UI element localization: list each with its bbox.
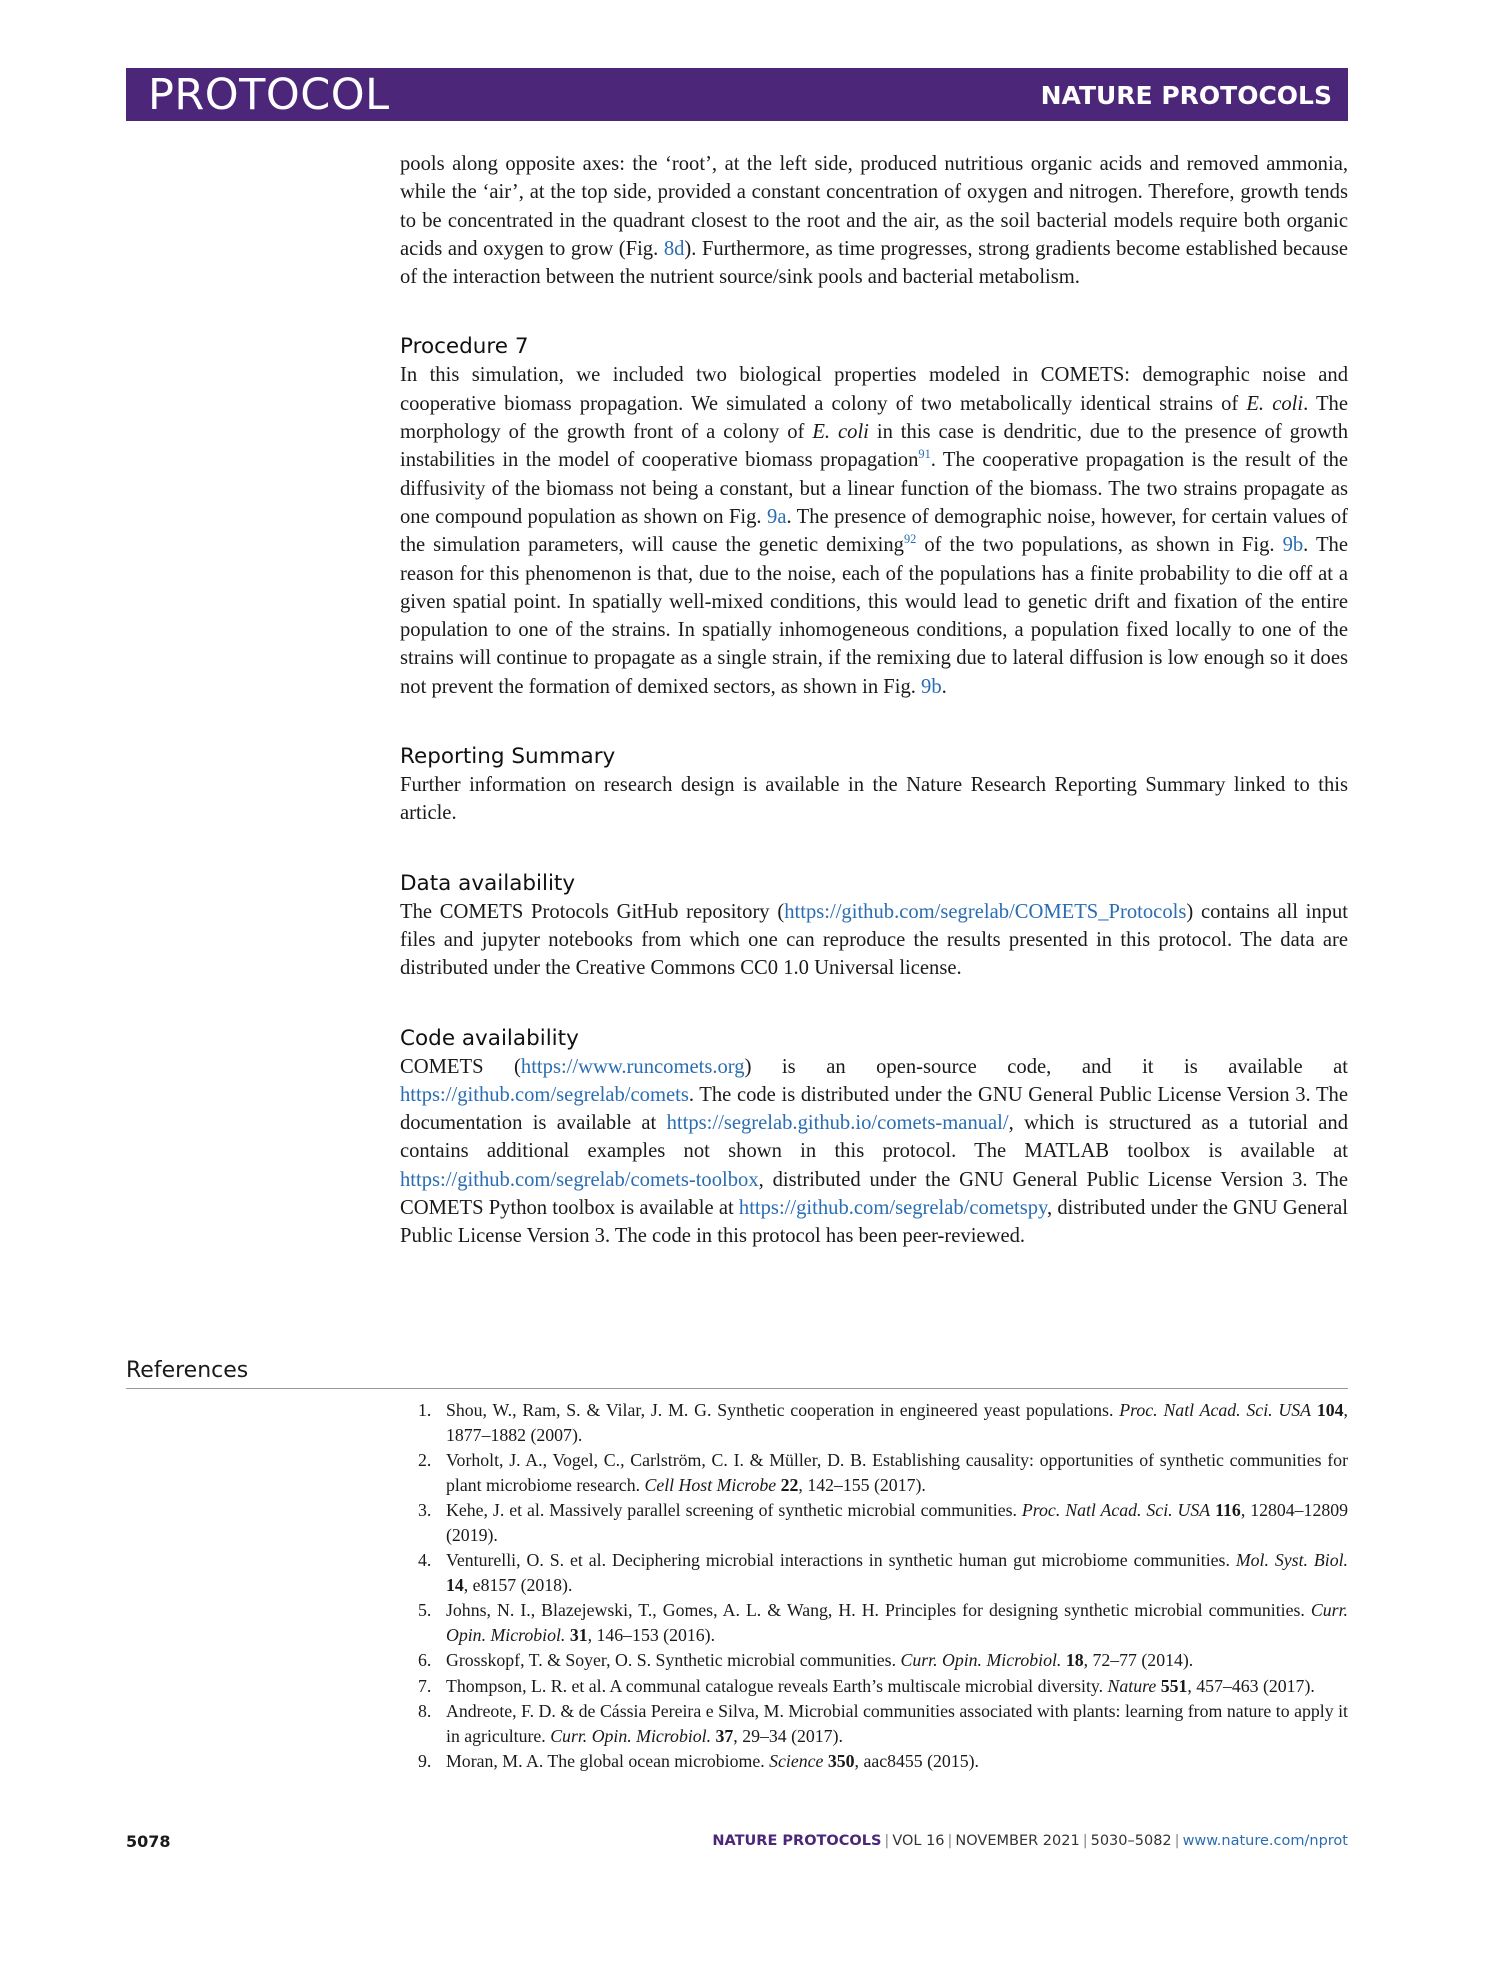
intro-paragraph: pools along opposite axes: the ‘root’, at the left side, produced nutritious organic acids and removed ammonia, while the ‘air’, at the top side, provided a constant concentration of oxygen and nitrogen. Therefore, growth tends to be concentrated in the quadrant closest to the root and the air, as the soil bacterial models require both organic acids and oxygen to grow (Fig. 8d). Furthermore, as time progresses, strong gradients become established because of the interaction between the nutrient source/sink pools and bacterial metabolism.: [400, 153, 1348, 289]
footer-citation: NATURE PROTOCOLS | VOL 16 | NOVEMBER 2021 | 5030–5082 | www.nature.com/nprot: [712, 1833, 1348, 1849]
journal-name: NATURE PROTOCOLS: [1040, 81, 1332, 110]
fig-8d-link[interactable]: 8d: [663, 237, 685, 260]
ref-91-link[interactable]: 91: [918, 447, 931, 462]
reference-item: 7. Thompson, L. R. et al. A communal catalogue reveals Earth’s multiscale microbial diversity. Nature 551, 457–463 (2017).: [418, 1675, 1315, 1696]
reference-item: 2. Vorholt, J. A., Vogel, C., Carlström, C. I. & Müller, D. B. Establishing causality: opportunities of synthetic communities for plant microbiome research. Cell Host Microbe 22, 142–155 (2017).: [418, 1450, 1348, 1495]
fig-9b-link[interactable]: 9b: [1282, 534, 1304, 557]
cometspy-link[interactable]: https://github.com/segrelab/cometspy: [738, 1197, 1047, 1220]
data-availability-paragraph: The COMETS Protocols GitHub repository (https://github.com/segrelab/COMETS_Protocols) contains all input files and jupyter notebooks from which one can reproduce the results presented in this protocol. The data are distributed under the Creative Commons CC0 1.0 Universal license.: [400, 900, 1348, 980]
footer-date: NOVEMBER 2021: [955, 1833, 1080, 1849]
section-label: PROTOCOL: [148, 70, 390, 120]
comets-manual-link[interactable]: https://segrelab.github.io/comets-manual/: [666, 1112, 1009, 1135]
comets-github-link[interactable]: https://github.com/segrelab/comets: [400, 1083, 689, 1106]
fig-9a-link[interactable]: 9a: [767, 505, 787, 528]
comets-toolbox-link[interactable]: https://github.com/segrelab/comets-toolbox: [400, 1168, 759, 1191]
reference-item: 6. Grosskopf, T. & Soyer, O. S. Synthetic microbial communities. Curr. Opin. Microbiol. 18, 72–77 (2014).: [418, 1650, 1194, 1670]
footer-volume: VOL 16: [892, 1833, 945, 1849]
references-heading: References: [126, 1356, 1348, 1389]
comets-protocols-link[interactable]: https://github.com/segrelab/COMETS_Protocols: [784, 900, 1187, 923]
ref-92-link[interactable]: 92: [903, 532, 917, 547]
code-availability-heading: Code availability: [400, 1025, 579, 1051]
procedure-7-heading: Procedure 7: [400, 334, 529, 360]
footer-url-link[interactable]: www.nature.com/nprot: [1182, 1833, 1348, 1849]
data-availability-heading: Data availability: [400, 870, 576, 896]
reference-item: 5. Johns, N. I., Blazejewski, T., Gomes, A. L. & Wang, H. H. Principles for designing synthetic microbial communities. Curr. Opin. Microbiol. 31, 146–153 (2016).: [418, 1600, 1348, 1645]
main-text: [400, 150, 1348, 1251]
reference-item: 9. Moran, M. A. The global ocean microbiome. Science 350, aac8455 (2015).: [418, 1751, 979, 1771]
reference-list: [400, 1398, 1348, 1775]
reference-item: 3. Kehe, J. et al. Massively parallel screening of synthetic microbial communities. Proc. Natl Acad. Sci. USA 116, 12804–12809 (2019).: [418, 1500, 1349, 1545]
reference-item: 4. Venturelli, O. S. et al. Deciphering microbial interactions in synthetic human gut microbiome communities. Mol. Syst. Biol. 14, e8157 (2018).: [418, 1550, 1348, 1595]
code-availability-paragraph: COMETS (https://www.runcomets.org) is an open-source code, and it is available at https://github.com/segrelab/comets. The code is distributed under the GNU General Public License Version 3. The documentation is available at https://segrelab.github.io/comets-manual/, which is structured as a tutorial and contains additional examples not shown in this protocol. The MATLAB toolbox is available at https://github.com/segrelab/comets-toolbox, distributed under the GNU General Public License Version 3. The COMETS Python toolbox is available at https://github.com/segrelab/cometspy, distributed under the GNU General Public License Version 3. The code in this protocol has been peer-reviewed.: [400, 1055, 1349, 1248]
reporting-summary-paragraph: Further information on research design is available in the Nature Research Reporting Summary linked to this article.: [400, 774, 1348, 825]
reporting-summary-heading: Reporting Summary: [400, 744, 616, 770]
runcomets-link[interactable]: https://www.runcomets.org: [520, 1055, 745, 1078]
fig-9b-link[interactable]: 9b: [921, 675, 942, 698]
header-bar: [126, 68, 1348, 121]
reference-item: 8. Andreote, F. D. & de Cássia Pereira e Silva, M. Microbial communities associated with plants: learning from nature to apply it in agriculture. Curr. Opin. Microbiol. 37, 29–34 (2017).: [418, 1701, 1348, 1746]
reference-item: 1. Shou, W., Ram, S. & Vilar, J. M. G. Synthetic cooperation in engineered yeast populations. Proc. Natl Acad. Sci. USA 104, 1877–1882 (2007).: [418, 1400, 1348, 1445]
page-number: 5078: [126, 1832, 171, 1851]
procedure-7-paragraph: In this simulation, we included two biological properties modeled in COMETS: demographic noise and cooperative biomass propagation. We simulated a colony of two metabolically identical strains of E. coli. The morphology of the growth front of a colony of E. coli in this case is dendritic, due to the presence of growth instabilities in the model of cooperative biomass propagation$^{91}$. The cooperative propagation is the result of the diffusivity of the biomass not being a constant, but a linear function of the biomass. The two strains propagate as one compound population as shown on Fig. 9a. The presence of demographic noise, however, for certain values of the simulation parameters, will cause the genetic demixing$^{92}$ of the two populations, as shown in Fig. 9b. The reason for this phenomenon is that, due to the noise, each of the populations has a finite probability to die off at a given spatial point. In spatially well-mixed conditions, this would lead to genetic drift and fixation of the entire population to one of the strains. In spatially inhomogeneous conditions, a population fixed locally to one of the strains will continue to propagate as a single strain, if the remixing due to lateral diffusion is low enough so it does not prevent the formation of demixed sectors, as shown in Fig. 9b.: [400, 364, 1349, 698]
footer-pages: 5030–5082: [1090, 1833, 1172, 1849]
footer-journal: NATURE PROTOCOLS: [712, 1833, 882, 1849]
